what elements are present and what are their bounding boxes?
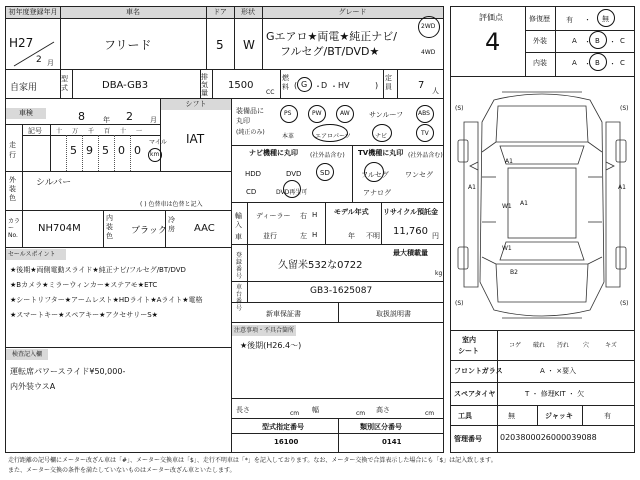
record-label: 記号 [28, 127, 42, 135]
equip-ps: PS [284, 110, 292, 117]
repair-no: 無 [602, 15, 609, 23]
recycle-value: 11,760 [393, 226, 428, 237]
handle-right-val: H [312, 211, 318, 219]
fuel-hv: HV [338, 81, 350, 90]
dealer-label: ディーラー [256, 212, 291, 220]
inspector-line1: 運転席パワースライド¥50,000- [10, 367, 126, 376]
diag-s-mark: S [622, 105, 627, 112]
int-grade-a: A [572, 59, 577, 67]
repair-yes: 有 [566, 16, 573, 24]
model-code: DBA-GB3 [102, 80, 149, 91]
fuel-g: G [301, 80, 308, 89]
int-grade-dot2: ・ [609, 60, 616, 68]
inspection-year: 8 [78, 110, 85, 123]
damage-mark: A1 [505, 158, 513, 165]
inspector-line2: 内外装ウスA [10, 382, 56, 391]
mileage-unit-label: 十 [120, 128, 127, 135]
ac-value: AAC [194, 223, 215, 234]
chassis-label: 車台番号 [236, 284, 243, 312]
score-label: 評価点 [479, 13, 503, 22]
shift-header: シフト [161, 99, 231, 110]
seat-item: コゲ [509, 342, 522, 349]
inspection-month-unit: 月 [150, 116, 157, 124]
ext-grade-dot2: ・ [609, 38, 616, 46]
tv-note: (社外品含む) [408, 152, 443, 159]
damage-mark: W1 [502, 203, 512, 210]
ext-grade-a: A [572, 37, 577, 45]
new-car-warranty: 新車保証書 [266, 310, 301, 318]
handle-left-label: 左 [300, 232, 307, 240]
repair-sep: ・ [584, 16, 591, 24]
footer-note [8, 456, 638, 476]
type-spec-value: 16100 [274, 438, 299, 446]
sales-point-line: ★シートリフター★アームレスト★HDライト★Aライト★電格 [10, 296, 203, 304]
footer-line1: 走行距離の記号欄にメーター改ざん車は「#」、メーター交換車は「$」、走行不明車は「*」を記入しております。なお、メーター交換で合算表示した場合にも「$」は記入致します。 [8, 457, 497, 464]
inspection-year-unit: 年 [103, 116, 110, 124]
sales-point-line: ★スマートキー★スペアキー★アクセサリーS★ [10, 311, 158, 319]
model-year-unknown: 不明 [366, 232, 380, 240]
mileage-digit: 9 [86, 144, 93, 157]
reg-month: 2 [36, 55, 42, 65]
model-year-year: 年 [348, 232, 355, 240]
equipment-label3: (純正のみ) [236, 129, 265, 136]
exterior-note: ( ) 色替車は色替と記入 [140, 201, 203, 208]
mileage-unit-label: 十 [56, 128, 63, 135]
height-label: 高さ [376, 406, 390, 414]
import-label1: 輸入 [235, 212, 242, 229]
max-load-kg: kg [435, 270, 443, 277]
damage-mark: B2 [510, 269, 518, 276]
inspector-header: 検査記入欄 [6, 349, 48, 360]
tv-oneseg: ワンセグ [405, 171, 433, 179]
drive-4wd: 4WD [421, 49, 436, 56]
class-label: 類別区分番号 [360, 423, 402, 431]
navi-dvd: DVD [286, 170, 302, 178]
footer-line2: また、メーター交換の条件を満たしていないものはメーター改ざん車といたします。 [8, 467, 236, 474]
recycle-label: リサイクル預託金 [383, 208, 439, 216]
interior-grade-label: 内装 [533, 59, 547, 67]
remarks-line1: ★後期(H26.4〜) [240, 341, 302, 350]
equipment-label2: 丸印 [236, 117, 250, 125]
height-cm: cm [425, 410, 435, 417]
equip-abs: ABS [418, 110, 430, 117]
equipment-label1: 装備品に [236, 107, 264, 115]
tools-value: 無 [508, 412, 515, 420]
ext-grade-c: C [620, 37, 625, 45]
sales-point-header: セールスポイント [6, 249, 66, 260]
navi-cd: CD [246, 188, 257, 196]
capacity-unit: 人 [432, 87, 439, 95]
class-value: 0141 [382, 438, 402, 446]
interior-color-label: 内装色 [106, 214, 113, 240]
car-damage-diagram [452, 82, 632, 327]
mileage-digit: 0 [134, 144, 141, 157]
model-name: フリード [104, 38, 152, 52]
mileage-label: 走行 [9, 141, 16, 159]
equip-aw: AW [340, 110, 350, 117]
ext-grade-b: B [595, 37, 600, 45]
diag-s-mark: S [457, 300, 462, 307]
tv-title: TV機種に丸印 [358, 149, 404, 157]
int-grade-b: B [595, 59, 600, 67]
equip-tv: TV [421, 130, 429, 137]
mileage-unit-label: 一 [136, 128, 143, 135]
seat-item: 汚れ [557, 342, 570, 349]
mileage-unit-label: 百 [104, 128, 111, 135]
mileage-digit: 5 [70, 144, 77, 157]
mileage-unit-label: 千 [88, 128, 95, 135]
equip-leather: 本革 [282, 133, 295, 140]
fuel-sep1: ・ [314, 82, 322, 91]
usage-value: 自家用 [10, 83, 38, 93]
mileage-digit: 5 [102, 144, 109, 157]
equip-sunroof: サンルーフ [369, 111, 404, 119]
damage-mark: A1 [520, 200, 528, 207]
length-label: 長さ [236, 406, 250, 414]
max-load-label: 最大積載量 [393, 249, 428, 257]
spare-tire-value: T ・ 修理KIT ・ 欠 [525, 390, 585, 398]
chassis-value: GB3-1625087 [310, 286, 373, 296]
sales-point-line: ★後期★両側電動スライド★純正ナビ/フルセグ/BT/DVD [10, 266, 186, 274]
reg-no-label: 登録番号 [236, 252, 243, 280]
grade-line2: フルセグ/BT/DVD★ [280, 45, 380, 58]
seat-item: 破れ [533, 342, 546, 349]
model-year-label: モデル年式 [334, 208, 369, 216]
navi-note: (社外品含む) [310, 152, 345, 159]
damage-mark: A1 [618, 184, 626, 191]
parallel-label: 並行 [263, 232, 277, 240]
shape-header: 形状 [234, 7, 262, 18]
diag-s-mark: S [622, 300, 627, 307]
score-value: 4 [485, 28, 501, 56]
fuel-label: 燃料 [282, 74, 289, 91]
seat-item: キズ [605, 342, 617, 349]
handle-right-label: 右 [300, 212, 307, 220]
equip-pw: PW [312, 110, 322, 117]
fuel-d: D [321, 81, 328, 90]
doors-header: ドア [206, 7, 234, 18]
color-code-label: カラー No. [8, 218, 21, 239]
jack-value: 有 [604, 412, 611, 420]
repair-label: 修復歴 [529, 15, 550, 23]
width-label: 幅 [312, 406, 319, 414]
navi-dvd-playback: DVD再生可 [276, 189, 308, 196]
import-label2: 車 [235, 233, 242, 241]
grade-header: グレード [262, 7, 443, 18]
displacement-label: 排気量 [201, 73, 208, 97]
sales-point-line: ★Bカメラ★ミラーウィンカー★ステアモ★ETC [10, 281, 158, 289]
recycle-unit: 円 [432, 232, 439, 240]
owner-manual: 取扱説明書 [376, 310, 411, 318]
drive-2wd: 2WD [421, 23, 436, 30]
exterior-grade-label: 外装 [533, 37, 547, 45]
type-spec-label: 型式指定番号 [262, 423, 304, 431]
diag-s-mark: S [457, 105, 462, 112]
tv-fullseg: フルセグ [361, 171, 389, 179]
color-code: NH704M [38, 223, 81, 234]
grade-line1: Gエアロ★両電★純正ナビ/ [266, 30, 397, 43]
fuel-paren-close: ) [375, 81, 379, 90]
doors-value: 5 [216, 38, 224, 52]
diag-s-tr: (S) [620, 105, 629, 112]
reg-year-header: 初年度登録年月 [6, 7, 60, 18]
mgmt-label: 管理番号 [454, 435, 482, 443]
tools-label: 工具 [458, 412, 472, 420]
inspection-header: 車検 [6, 108, 46, 119]
model-code-label: 型式 [61, 75, 68, 92]
equip-aero: エアロパーツ [315, 133, 351, 140]
diag-s-br: (S) [620, 300, 629, 307]
diag-s-bl: (S) [455, 300, 464, 307]
km-label: km [150, 151, 160, 158]
damage-mark: W1 [502, 245, 512, 252]
width-cm: cm [356, 410, 366, 417]
mileage-digit: 0 [118, 144, 125, 157]
ext-grade-dot1: ・ [584, 38, 591, 46]
reg-month-unit: 月 [47, 59, 54, 67]
int-grade-c: C [620, 59, 625, 67]
capacity: 7 [418, 80, 425, 91]
displacement-cc: CC [266, 89, 275, 96]
seat-label1: 室内 [462, 336, 476, 344]
navi-title: ナビ機種に丸印 [249, 149, 298, 157]
navi-sd: SD [320, 169, 330, 177]
tv-analog: アナログ [363, 189, 391, 197]
length-cm: cm [290, 410, 300, 417]
mile-label: マイル [149, 139, 167, 146]
inspection-month: 2 [126, 110, 133, 123]
exterior-color: シルバー [36, 178, 72, 188]
damage-mark: A1 [468, 184, 476, 191]
remarks-header: 注意事項・不具合箇所 [233, 327, 294, 334]
int-grade-dot1: ・ [584, 60, 591, 68]
mgmt-value: 0203800026000039088 [500, 433, 597, 442]
reg-no-value: 久留米532な0722 [278, 260, 363, 271]
interior-color: ブラック [131, 226, 167, 236]
fuel-sep2: ・ [330, 82, 338, 91]
front-glass-label: フロントガラス [454, 367, 503, 375]
shift-value: IAT [186, 132, 205, 146]
equip-navi: ナビ [375, 133, 388, 140]
model-name-header: 車名 [60, 7, 206, 18]
sales-points [10, 263, 232, 323]
diag-s-tl: (S) [455, 105, 464, 112]
front-glass-value: A ・ ×要入 [540, 367, 577, 375]
spare-tire-label: スペアタイヤ [454, 390, 496, 398]
ac-label: 冷房 [168, 216, 175, 233]
fuel-paren-open: ( [294, 81, 298, 90]
mileage-unit-label: 万 [72, 128, 79, 135]
jack-label: ジャッキ [545, 412, 573, 420]
shape-value: W [243, 38, 255, 52]
displacement: 1500 [228, 80, 254, 91]
capacity-label: 定員 [385, 74, 392, 91]
navi-hdd: HDD [245, 170, 262, 178]
seat-item: 穴 [583, 342, 590, 349]
reg-year: H27 [9, 36, 34, 50]
seat-label2: シート [458, 347, 479, 355]
handle-left-val: H [312, 231, 318, 239]
exterior-label: 外装色 [9, 176, 16, 202]
